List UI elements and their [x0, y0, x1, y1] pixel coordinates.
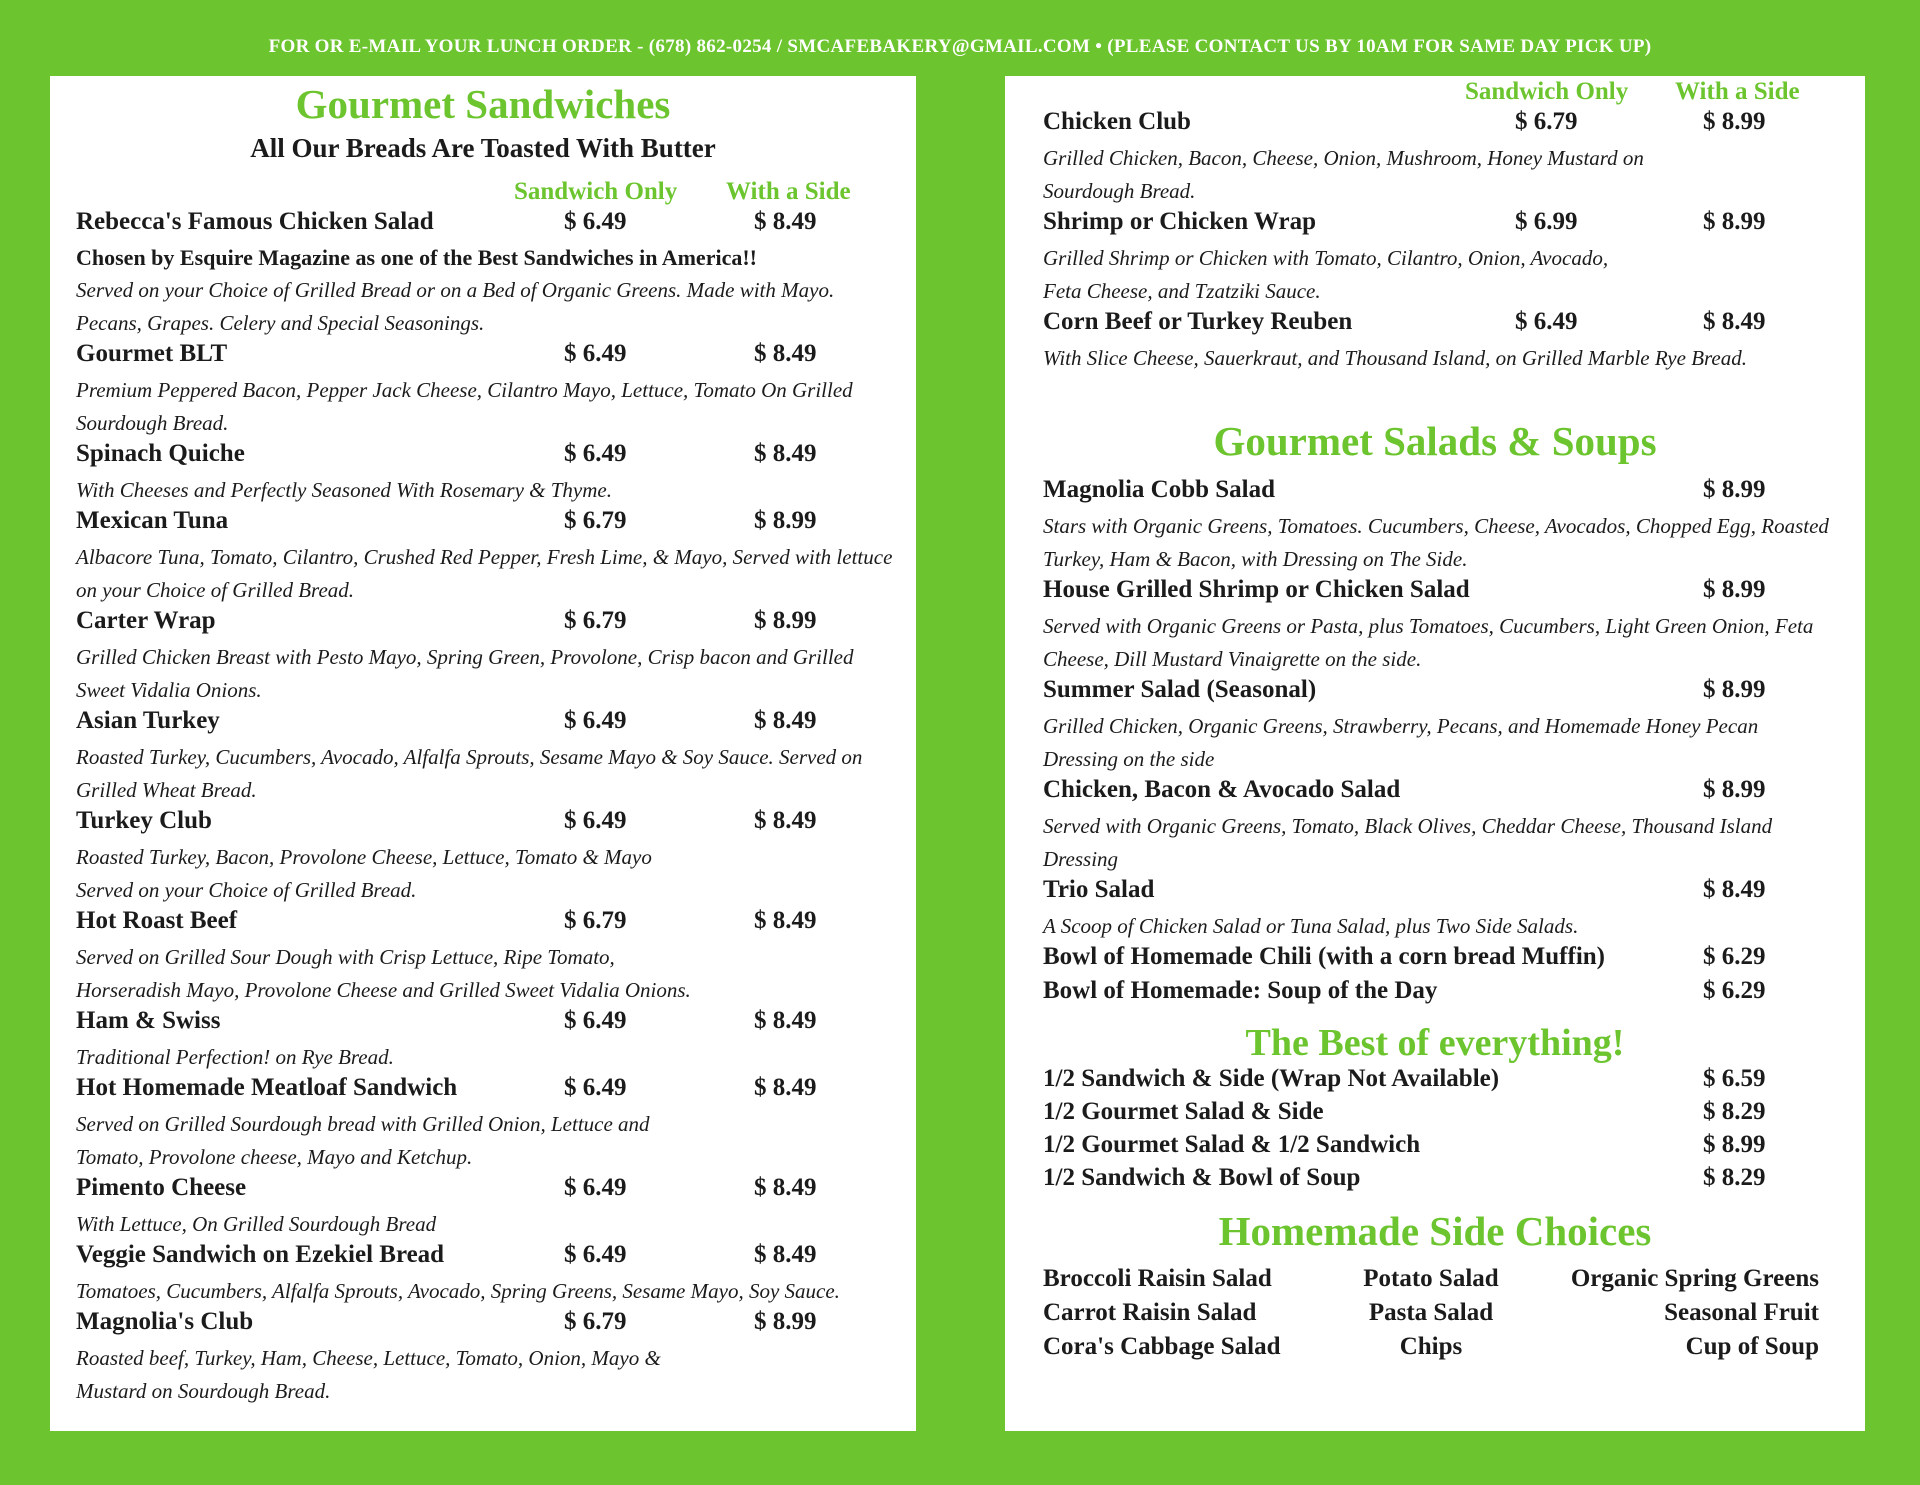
price-sandwich-only: $ 6.49 — [564, 440, 627, 468]
combo-item-row — [1043, 1131, 1865, 1164]
price-sandwich-only: $ 6.49 — [1515, 308, 1578, 335]
side-choice: Cup of Soup — [1685, 1332, 1819, 1360]
menu-item-row — [1043, 977, 1865, 1011]
esquire-tagline: Chosen by Esquire Magazine as one of the Best Sandwiches in America!! — [76, 245, 757, 271]
item-description: Roasted Turkey, Cucumbers, Avocado, Alfalfa Sprouts, Sesame Mayo & Soy Sauce. Served on Grilled Wheat Bread. — [76, 745, 863, 803]
price-sandwich-only: $ 6.49 — [564, 340, 627, 368]
price-with-side: $ 8.49 — [754, 1174, 817, 1202]
menu-item-row — [76, 507, 916, 541]
side-column — [1560, 1262, 1819, 1364]
item-description: Served with Organic Greens or Pasta, plus Tomatoes, Cucumbers, Light Green Onion, Feta Cheese, Dill Mustard Vinaigrette on the side. — [1043, 614, 1814, 672]
price-sandwich-only: $ 6.79 — [1515, 108, 1578, 135]
item-name: Pimento Cheese — [76, 1174, 247, 1202]
col-with-side: With a Side — [726, 178, 851, 206]
item-name: Carter Wrap — [76, 607, 216, 635]
side-choice: Broccoli Raisin Salad — [1043, 1264, 1272, 1292]
item-name: Chicken Club — [1043, 108, 1191, 135]
item-description: With Lettuce, On Grilled Sourdough Bread — [76, 1212, 437, 1237]
col-with-side: With a Side — [1675, 78, 1800, 105]
price-sandwich-only: $ 6.49 — [564, 807, 627, 835]
price-sandwich-only: $ 6.49 — [564, 1174, 627, 1202]
price-sandwich-only: $ 6.49 — [564, 707, 627, 735]
item-name: Rebecca's Famous Chicken Salad — [76, 208, 434, 236]
price-with-side: $ 8.99 — [1703, 208, 1766, 235]
combo-price: $ 8.29 — [1703, 1097, 1766, 1125]
price-with-side: $ 8.49 — [1703, 308, 1766, 335]
col-sandwich-only: Sandwich Only — [514, 178, 678, 206]
price-with-side: $ 8.99 — [754, 1308, 817, 1336]
salads-panel — [1005, 76, 1865, 1431]
combo-price: $ 8.99 — [1703, 1130, 1766, 1158]
item-description: Served on your Choice of Grilled Bread or on a Bed of Organic Greens. Made with Mayo. Pecans, Grapes. Celery and Special Seasonings. — [76, 278, 835, 336]
side-choice: Cora's Cabbage Salad — [1043, 1332, 1281, 1360]
item-price: $ 8.99 — [1703, 776, 1766, 804]
sandwich-column-headers — [76, 178, 916, 208]
order-info-banner: FOR OR E-MAIL YOUR LUNCH ORDER - (678) 862-0254 / SMCAFEBAKERY@GMAIL.COM • (PLEASE CONTACT US BY 10AM FOR SAME DAY PICK UP) — [268, 36, 1652, 57]
price-sandwich-only: $ 6.49 — [564, 1241, 627, 1269]
item-name: Bowl of Homemade: Soup of the Day — [1043, 977, 1438, 1005]
menu-item-row — [1043, 676, 1865, 710]
item-name: Asian Turkey — [76, 707, 220, 735]
price-with-side: $ 8.49 — [754, 1007, 817, 1035]
item-description: Grilled Chicken, Organic Greens, Strawberry, Pecans, and Homemade Honey Pecan Dressing on the side — [1043, 714, 1759, 772]
best-list — [1043, 1065, 1865, 1197]
menu-item-row — [1043, 576, 1865, 610]
more-sandwich-column-headers — [1043, 78, 1865, 108]
combo-price: $ 6.59 — [1703, 1064, 1766, 1092]
side-choice: Chips — [1399, 1332, 1463, 1360]
item-description: Roasted Turkey, Bacon, Provolone Cheese, Lettuce, Tomato & Mayo Served on your Choice of Grilled Bread. — [76, 845, 652, 903]
item-price: $ 8.49 — [1703, 876, 1766, 904]
menu-item-row — [1043, 876, 1865, 910]
item-name: Veggie Sandwich on Ezekiel Bread — [76, 1241, 445, 1269]
item-description: Albacore Tuna, Tomato, Cilantro, Crushed Red Pepper, Fresh Lime, & Mayo, Served with lettuce on your Choice of Grilled Bread. — [76, 545, 893, 603]
item-name: Corn Beef or Turkey Reuben — [1043, 308, 1353, 335]
item-description: A Scoop of Chicken Salad or Tuna Salad, plus Two Side Salads. — [1043, 914, 1579, 939]
item-description: Grilled Shrimp or Chicken with Tomato, Cilantro, Onion, Avocado, Feta Cheese, and Tzatziki Sauce. — [1043, 246, 1609, 303]
side-column — [1043, 1262, 1302, 1364]
side-choice: Carrot Raisin Salad — [1043, 1298, 1257, 1326]
price-with-side: $ 8.49 — [754, 208, 817, 236]
item-name: Hot Homemade Meatloaf Sandwich — [76, 1074, 458, 1102]
side-column — [1302, 1262, 1561, 1364]
item-description: Roasted beef, Turkey, Ham, Cheese, Lettuce, Tomato, Onion, Mayo & Mustard on Sourdough Bread. — [76, 1346, 661, 1404]
price-with-side: $ 8.49 — [754, 807, 817, 835]
item-description: Tomatoes, Cucumbers, Alfalfa Sprouts, Avocado, Spring Greens, Sesame Mayo, Soy Sauce. — [76, 1279, 840, 1304]
side-choice: Seasonal Fruit — [1664, 1298, 1819, 1326]
price-sandwich-only: $ 6.79 — [564, 607, 627, 635]
price-with-side: $ 8.49 — [754, 440, 817, 468]
price-with-side: $ 8.49 — [754, 907, 817, 935]
menu-item-row — [76, 1074, 916, 1108]
sandwich-panel — [50, 76, 916, 1431]
item-description: Served on Grilled Sourdough bread with Grilled Onion, Lettuce and Tomato, Provolone cheese, Mayo and Ketchup. — [76, 1112, 650, 1170]
side-choice: Organic Spring Greens — [1570, 1264, 1819, 1292]
item-name: Magnolia Cobb Salad — [1043, 476, 1276, 504]
price-with-side: $ 8.49 — [754, 1074, 817, 1102]
side-choice: Pasta Salad — [1368, 1298, 1494, 1326]
combo-price: $ 8.29 — [1703, 1163, 1766, 1191]
more-sandwich-list — [1043, 108, 1865, 375]
menu-item-row — [76, 907, 916, 941]
item-description: Premium Peppered Bacon, Pepper Jack Cheese, Cilantro Mayo, Lettuce, Tomato On Grilled Sourdough Bread. — [76, 378, 853, 436]
item-description: With Cheeses and Perfectly Seasoned With Rosemary & Thyme. — [76, 478, 612, 503]
item-price: $ 6.29 — [1703, 977, 1766, 1005]
combo-name: 1/2 Sandwich & Side (Wrap Not Available) — [1043, 1064, 1500, 1092]
price-with-side: $ 8.99 — [754, 507, 817, 535]
price-sandwich-only: $ 6.79 — [564, 907, 627, 935]
menu-item-row — [76, 440, 916, 474]
item-description: Grilled Chicken, Bacon, Cheese, Onion, Mushroom, Honey Mustard on Sourdough Bread. — [1043, 146, 1644, 203]
col-sandwich-only: Sandwich Only — [1465, 78, 1629, 105]
item-price: $ 8.99 — [1703, 576, 1766, 604]
item-name: Magnolia's Club — [76, 1308, 254, 1336]
price-with-side: $ 8.49 — [754, 707, 817, 735]
menu-item-row — [1043, 108, 1865, 142]
price-sandwich-only: $ 6.79 — [564, 1308, 627, 1336]
item-price: $ 8.99 — [1703, 676, 1766, 704]
item-name: Bowl of Homemade Chili (with a corn bread Muffin) — [1043, 943, 1606, 971]
item-name: Shrimp or Chicken Wrap — [1043, 208, 1316, 235]
item-name: Gourmet BLT — [76, 340, 228, 368]
menu-item-row — [76, 807, 916, 841]
sandwiches-title: Gourmet Sandwiches — [295, 81, 671, 127]
item-description: Served on Grilled Sour Dough with Crisp Lettuce, Ripe Tomato, Horseradish Mayo, Provolone Cheese and Grilled Sweet Vidalia Onions. — [76, 945, 691, 1003]
price-sandwich-only: $ 6.49 — [564, 1074, 627, 1102]
item-description: With Slice Cheese, Sauerkraut, and Thousand Island, on Grilled Marble Rye Bread. — [1043, 346, 1747, 370]
best-title: The Best of everything! — [1245, 1022, 1625, 1065]
price-with-side: $ 8.99 — [1703, 108, 1766, 135]
menu-item-row — [1043, 208, 1865, 242]
combo-name: 1/2 Sandwich & Bowl of Soup — [1043, 1163, 1361, 1191]
salads-title: Gourmet Salads & Soups — [1213, 418, 1657, 464]
sides-grid — [1043, 1262, 1865, 1364]
menu-item-row — [76, 607, 916, 641]
menu-item-row — [76, 1308, 916, 1342]
item-description: Grilled Chicken Breast with Pesto Mayo, Spring Green, Provolone, Crisp bacon and Grilled Sweet Vidalia Onions. — [76, 645, 854, 703]
price-sandwich-only: $ 6.99 — [1515, 208, 1578, 235]
sandwiches-subtitle: All Our Breads Are Toasted With Butter — [250, 133, 716, 164]
item-name: Mexican Tuna — [76, 507, 229, 535]
combo-item-row — [1043, 1065, 1865, 1098]
price-with-side: $ 8.49 — [754, 1241, 817, 1269]
item-description: Served with Organic Greens, Tomato, Black Olives, Cheddar Cheese, Thousand Island Dressing — [1043, 814, 1773, 872]
item-name: Trio Salad — [1043, 876, 1155, 904]
menu-item-row — [1043, 943, 1865, 977]
salad-list — [1043, 476, 1865, 1011]
menu-item-row — [76, 1174, 916, 1208]
price-sandwich-only: $ 6.49 — [564, 1007, 627, 1035]
price-with-side: $ 8.49 — [754, 340, 817, 368]
combo-name: 1/2 Gourmet Salad & Side — [1043, 1097, 1324, 1125]
menu-item-row — [76, 340, 916, 374]
menu-item-row — [1043, 476, 1865, 510]
item-name: Hot Roast Beef — [76, 907, 238, 935]
combo-item-row — [1043, 1164, 1865, 1197]
menu-item-row — [76, 208, 916, 242]
item-description: Traditional Perfection! on Rye Bread. — [76, 1045, 394, 1070]
item-name: Turkey Club — [76, 807, 212, 835]
combo-item-row — [1043, 1098, 1865, 1131]
menu-item-row — [76, 1241, 916, 1275]
combo-name: 1/2 Gourmet Salad & 1/2 Sandwich — [1043, 1130, 1421, 1158]
side-choice: Potato Salad — [1363, 1264, 1499, 1292]
item-name: House Grilled Shrimp or Chicken Salad — [1043, 576, 1470, 604]
item-name: Chicken, Bacon & Avocado Salad — [1043, 776, 1401, 804]
menu-item-row — [1043, 308, 1865, 342]
price-with-side: $ 8.99 — [754, 607, 817, 635]
item-price: $ 6.29 — [1703, 943, 1766, 971]
item-name: Ham & Swiss — [76, 1007, 221, 1035]
menu-item-row — [76, 1007, 916, 1041]
sandwich-list — [76, 208, 916, 1408]
item-name: Spinach Quiche — [76, 440, 245, 468]
price-sandwich-only: $ 6.49 — [564, 208, 627, 236]
price-sandwich-only: $ 6.79 — [564, 507, 627, 535]
menu-item-row — [76, 707, 916, 741]
menu-item-row — [1043, 776, 1865, 810]
item-name: Summer Salad (Seasonal) — [1043, 676, 1317, 704]
item-description: Stars with Organic Greens, Tomatoes. Cucumbers, Cheese, Avocados, Chopped Egg, Roasted Turkey, Ham & Bacon, with Dressing on The Side. — [1043, 514, 1829, 572]
sides-title: Homemade Side Choices — [1218, 1207, 1652, 1254]
item-price: $ 8.99 — [1703, 476, 1766, 504]
